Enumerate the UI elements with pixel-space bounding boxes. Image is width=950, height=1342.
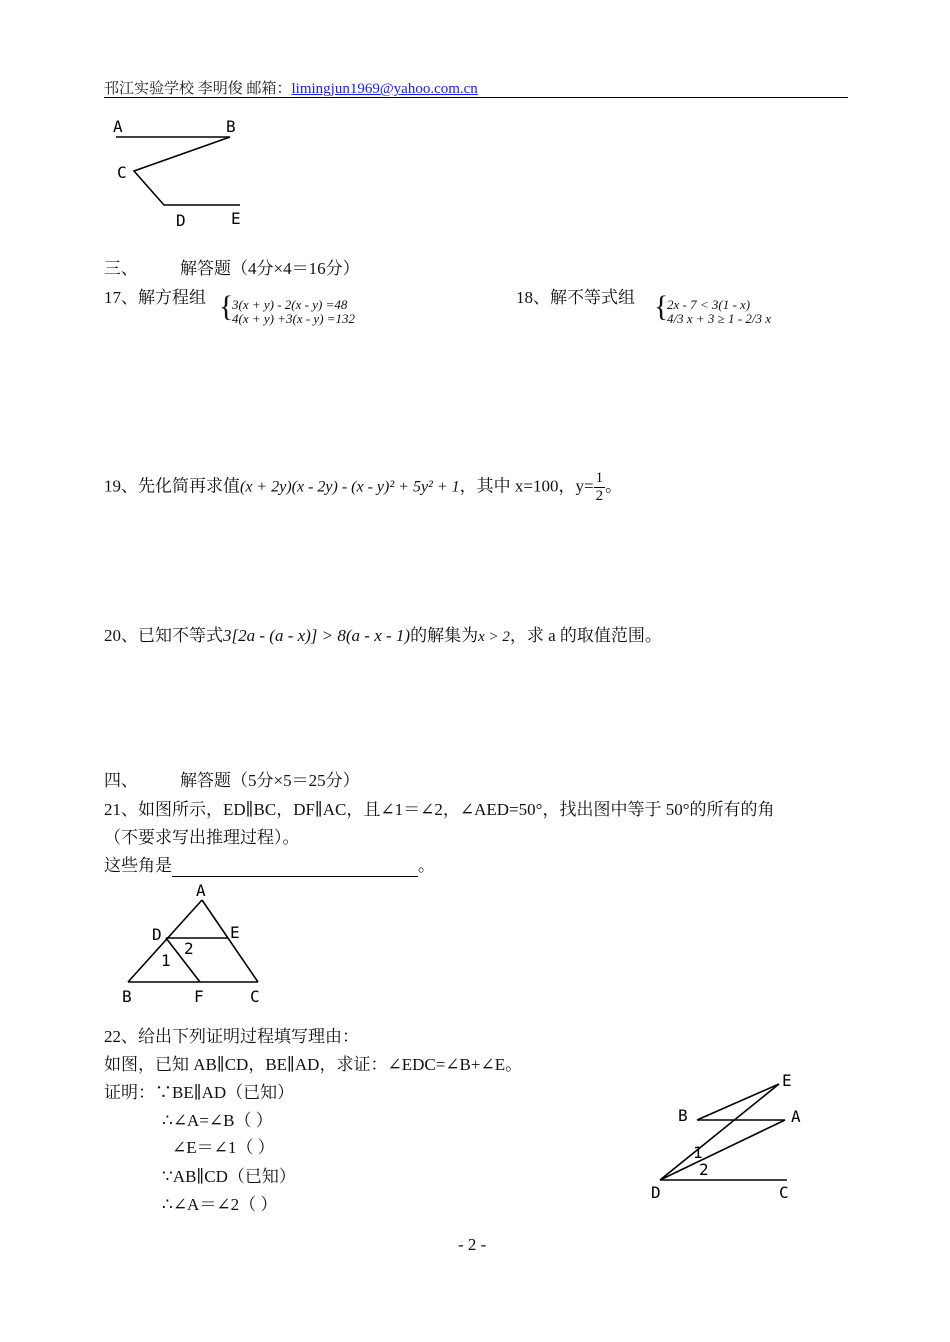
q21-line1: 21、如图所示，ED∥BC，DF∥AC，且∠1＝∠2，∠AED=50°，找出图中等于 50°的所有的角	[104, 800, 775, 819]
q20-label: 20、已知不等式	[104, 626, 223, 645]
label-c: C	[779, 1183, 789, 1202]
q22-line1: 22、给出下列证明过程填写理由：	[104, 1027, 359, 1046]
header-text: 邗江实验学校 李明俊 邮箱：	[104, 81, 292, 97]
proof-step-3: ∠E＝∠1（ ）	[172, 1138, 275, 1157]
label-b: B	[122, 987, 132, 1006]
q19-expr: (x + 2y)(x - 2y) - (x - y)² + 5y² + 1	[240, 478, 460, 496]
label-b: B	[678, 1106, 688, 1125]
figure-parallel-lines	[645, 1068, 815, 1204]
label-e: E	[231, 209, 241, 228]
label-d: D	[152, 925, 162, 944]
proof-step-4: ∵AB∥CD（已知）	[162, 1167, 296, 1186]
q18-system	[667, 298, 771, 326]
q19-y-num: 1	[595, 470, 604, 486]
q18-ineq2: 4/3 x + 3 ≥ 1 - 2/3 x	[667, 311, 771, 326]
label-a: A	[113, 117, 123, 136]
label-f: F	[194, 987, 204, 1006]
q19-end: 。	[605, 476, 623, 496]
label-c: C	[250, 987, 260, 1006]
label-a: A	[791, 1107, 801, 1126]
label-d: D	[651, 1183, 661, 1202]
proof-step-1: 证明：∵BE∥AD（已知）	[104, 1083, 295, 1102]
q17-brace: {	[219, 290, 234, 323]
section3-number: 三、	[104, 259, 138, 278]
q19-line	[104, 470, 622, 505]
q18-ineq1: 2x - 7 < 3(1 - x)	[667, 297, 751, 312]
q20-sol: x > 2	[478, 629, 510, 645]
label-e: E	[230, 923, 240, 942]
q20-line	[104, 625, 662, 648]
proof-step-5: ∴∠A＝∠2（ ）	[162, 1195, 278, 1214]
line-df	[166, 938, 200, 982]
q20-mid: 的解集为	[410, 626, 479, 645]
angle-2: 2	[184, 939, 194, 958]
label-d: D	[176, 211, 186, 230]
q20-expr: 3[2a - (a - x)] > 8(a - x - 1)	[223, 626, 411, 645]
q21-line2: （不要求写出推理过程）。	[104, 828, 300, 847]
label-e: E	[782, 1071, 792, 1090]
q22-line2: 如图，已知 AB∥CD，BE∥AD，求证：∠EDC=∠B+∠E。	[104, 1055, 523, 1074]
q19-label: 19、先化简再求值	[104, 476, 240, 496]
proof-step-2: ∴∠A=∠B（ ）	[162, 1111, 273, 1130]
label-a: A	[196, 881, 206, 900]
q18-label: 18、解不等式组	[516, 288, 635, 307]
polyline-bcde	[134, 137, 240, 205]
angle-2: 2	[699, 1160, 709, 1179]
page-number: - 2 -	[458, 1235, 487, 1254]
q21-line3-end: 。	[418, 856, 435, 875]
q21-line3-text: 这些角是	[104, 856, 172, 875]
q21-answer-blank[interactable]	[172, 860, 418, 877]
section3-title: 解答题（4分×4＝16分）	[180, 259, 360, 278]
q20-tail: ，求 a 的取值范围。	[509, 626, 662, 645]
line-be	[697, 1084, 779, 1120]
q17-eq2: 4(x + y) +3(x - y) =132	[232, 311, 356, 326]
q19-y-den: 2	[595, 488, 604, 504]
q21-line3	[104, 855, 435, 877]
email-link[interactable]: limingjun1969@yahoo.com.cn	[291, 81, 478, 97]
q18-brace: {	[654, 290, 669, 323]
section4-title: 解答题（5分×5＝25分）	[180, 771, 360, 790]
page-header	[104, 77, 478, 98]
angle-1: 1	[693, 1143, 703, 1162]
label-b: B	[226, 117, 236, 136]
figure-abcde	[108, 112, 248, 232]
q17-eq1: 3(x + y) - 2(x - y) =48	[232, 297, 348, 312]
header-rule	[104, 97, 848, 98]
angle-1: 1	[161, 951, 171, 970]
q19-fraction	[594, 470, 606, 505]
q17-system	[232, 298, 355, 326]
q17-label: 17、解方程组	[104, 288, 206, 307]
section4-number: 四、	[104, 771, 138, 790]
figure-triangle-abc	[116, 880, 276, 1010]
label-c: C	[117, 163, 127, 182]
q19-tail: ，其中 x=100，y=	[459, 476, 594, 496]
